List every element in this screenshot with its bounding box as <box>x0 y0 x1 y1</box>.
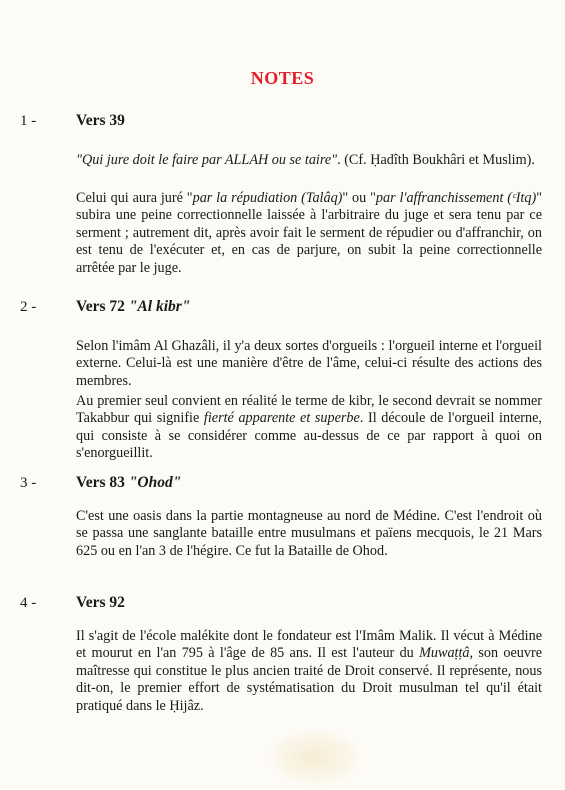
note-heading-quote: "Al kibr" <box>128 298 191 315</box>
note-3-paragraph-1 <box>76 508 542 560</box>
note-4-paragraph-1 <box>76 628 542 715</box>
text-run: Celui qui aura juré " <box>76 190 193 206</box>
note-heading-4 <box>76 594 125 612</box>
note-heading-text: Vers 39 <box>76 112 125 129</box>
note-heading-text: Vers 92 <box>76 594 125 611</box>
note-number-4: 4 - <box>20 595 37 611</box>
text-run: C'est une oasis dans la partie montagneuse au nord de Médine. C'est l'endroit où se passa une sanglante bataille entre musulmans et païens mecquois, le 21 Mars 625 ou en l'an 3 de l'hégire. Ce fut la Bataille de Ohod. <box>76 508 542 559</box>
note-heading-text: Vers 72 <box>76 298 129 315</box>
note-number-2: 2 - <box>20 299 37 315</box>
paper-stain <box>270 730 360 785</box>
text-run: Selon l'imâm Al Ghazâli, il y'a deux sortes d'orgueils : l'orgueil interne et l'orgueil externe. Celui-là est une manière d'être de l'âme, celui-ci résulte des actions des membres. <box>76 338 542 389</box>
note-heading-1 <box>76 112 125 130</box>
note-heading-text: Vers 83 <box>76 474 129 491</box>
page-title: NOTES <box>250 68 315 88</box>
italic-term: Muwaṭṭâ <box>419 645 470 662</box>
italic-term: par la répudiation (Talâq) <box>192 190 343 206</box>
note-1-paragraph-1 <box>76 152 542 169</box>
text-run: , son oeuvre maîtresse qui constitue le plus ancien traité de Droit conservé. Il représente, nous dit-on, le premier effort de systématisation du Droit musulman tel qu'il était pratiqué dans le Ḥijâz. <box>76 645 542 714</box>
note-heading-quote: "Ohod" <box>128 474 182 491</box>
text-run: " ou " <box>342 190 376 206</box>
text-run: . Il découle de l'orgueil interne, qui consiste à se considérer comme au-dessus de ce par rapport à quoi on s'enorgueillit. <box>76 410 542 462</box>
note-heading-2 <box>76 298 190 316</box>
italic-term: par l'affranchissement (ᶜItq) <box>375 190 537 206</box>
note-2-paragraph-1 <box>76 338 542 390</box>
hadith-source: . (Cf. Ḥadîth Boukhâri et Muslim). <box>337 152 535 168</box>
text-run: Il s'agit de l'école malékite dont le fondateur est l'Imâm Malik. Il vécut à Médine et mourut en l'an 795 à l'âge de 85 ans. Il est l'auteur du <box>76 628 542 662</box>
note-number-1: 1 - <box>20 113 37 129</box>
note-heading-3 <box>76 474 181 492</box>
hadith-quote: "Qui jure doit le faire par ALLAH ou se taire" <box>76 152 338 168</box>
note-number-3: 3 - <box>20 475 37 491</box>
italic-term: fierté apparente et superbe <box>203 410 360 427</box>
note-2-paragraph-2 <box>76 393 542 463</box>
text-run: " subira une peine correctionnelle laissée à l'arbitraire du juge et sera tenu par ce serment ; autrement dit, après avoir fait le serment de répudier ou d'affranchir, on est tenu de l'exécuter et, en cas de parjure, on subit la peine correctionnelle arrêtée par le juge. <box>76 190 542 276</box>
note-1-paragraph-2 <box>76 190 542 277</box>
text-run: Au premier seul convient en réalité le terme de kibr, le second devrait se nommer Takabbur qui signifie <box>76 393 542 427</box>
